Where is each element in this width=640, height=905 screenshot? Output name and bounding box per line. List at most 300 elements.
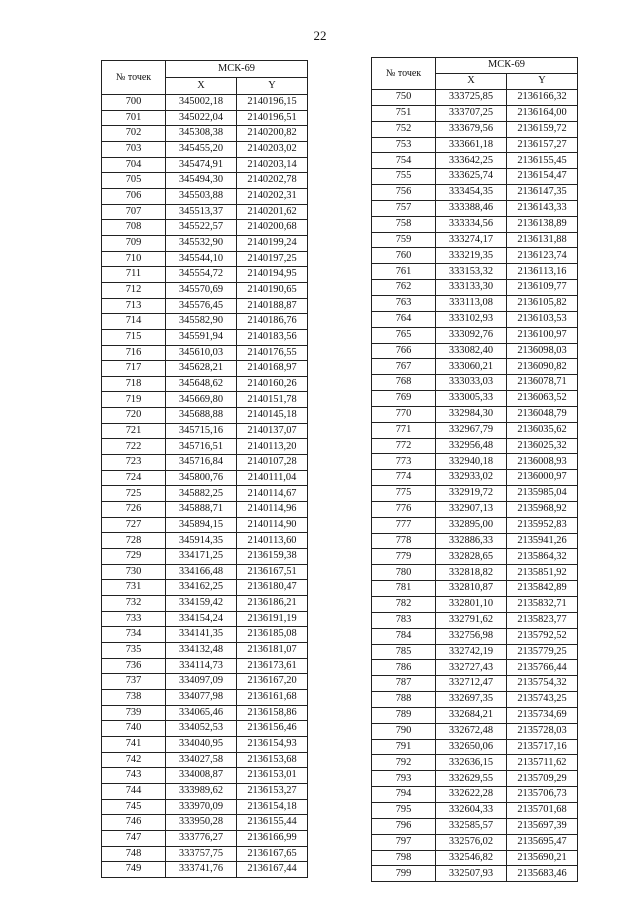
y-coordinate-cell: 2136113,16	[507, 264, 578, 280]
x-coordinate-cell: 332576,02	[436, 834, 507, 850]
point-number-cell: 747	[102, 830, 166, 846]
table-row	[372, 169, 578, 185]
x-coordinate-cell: 345914,35	[166, 533, 237, 549]
y-coordinate-cell: 2136100,97	[507, 327, 578, 343]
table-row	[372, 549, 578, 565]
point-number-cell: 724	[102, 470, 166, 486]
table-row	[372, 153, 578, 169]
y-coordinate-cell: 2140183,56	[237, 329, 308, 345]
point-number-cell: 766	[372, 343, 436, 359]
point-number-cell: 748	[102, 846, 166, 862]
x-coordinate-cell: 332967,79	[436, 422, 507, 438]
x-coordinate-cell: 345888,71	[166, 502, 237, 518]
point-number-cell: 737	[102, 674, 166, 690]
table-row	[372, 755, 578, 771]
x-coordinate-cell: 332712,47	[436, 676, 507, 692]
x-coordinate-cell: 332629,55	[436, 771, 507, 787]
point-number-cell: 721	[102, 423, 166, 439]
table-row	[372, 90, 578, 106]
x-column-header: X	[436, 74, 507, 90]
x-coordinate-cell: 345648,62	[166, 376, 237, 392]
table-row	[372, 866, 578, 882]
y-coordinate-cell: 2135695,47	[507, 834, 578, 850]
y-coordinate-cell: 2140113,60	[237, 533, 308, 549]
y-coordinate-cell: 2136185,08	[237, 627, 308, 643]
table-row	[372, 470, 578, 486]
table-row	[372, 264, 578, 280]
y-coordinate-cell: 2136035,62	[507, 422, 578, 438]
x-coordinate-cell: 333989,62	[166, 783, 237, 799]
y-coordinate-cell: 2140203,02	[237, 141, 308, 157]
x-coordinate-cell: 332984,30	[436, 406, 507, 422]
x-coordinate-cell: 333005,33	[436, 391, 507, 407]
y-column-header: Y	[237, 78, 308, 95]
x-coordinate-cell: 333334,56	[436, 216, 507, 232]
x-coordinate-cell: 332604,33	[436, 802, 507, 818]
point-number-cell: 715	[102, 329, 166, 345]
point-number-cell: 794	[372, 787, 436, 803]
x-coordinate-cell: 333092,76	[436, 327, 507, 343]
y-column-header: Y	[507, 74, 578, 90]
y-coordinate-cell: 2136167,44	[237, 862, 308, 878]
table-row	[102, 815, 308, 831]
x-coordinate-cell: 334008,87	[166, 768, 237, 784]
point-number-cell: 780	[372, 565, 436, 581]
x-coordinate-cell: 334171,25	[166, 549, 237, 565]
table-row	[102, 517, 308, 533]
point-number-cell: 796	[372, 818, 436, 834]
x-coordinate-cell: 333033,03	[436, 375, 507, 391]
table-row	[372, 501, 578, 517]
point-number-cell: 760	[372, 248, 436, 264]
table-row	[372, 676, 578, 692]
y-coordinate-cell: 2140196,51	[237, 110, 308, 126]
x-coordinate-cell: 333388,46	[436, 200, 507, 216]
page-number: 22	[313, 28, 327, 43]
point-number-cell: 774	[372, 470, 436, 486]
table-row	[102, 423, 308, 439]
table-row	[372, 248, 578, 264]
x-coordinate-cell: 334166,48	[166, 564, 237, 580]
x-coordinate-cell: 333757,75	[166, 846, 237, 862]
table-row	[102, 408, 308, 424]
x-coordinate-cell: 345894,15	[166, 517, 237, 533]
point-number-cell: 758	[372, 216, 436, 232]
point-number-cell: 703	[102, 141, 166, 157]
x-coordinate-cell: 332940,18	[436, 454, 507, 470]
point-number-cell: 798	[372, 850, 436, 866]
y-coordinate-cell: 2135709,29	[507, 771, 578, 787]
y-coordinate-cell: 2136161,68	[237, 689, 308, 705]
table-row	[372, 612, 578, 628]
table-row	[102, 502, 308, 518]
point-number-cell: 777	[372, 517, 436, 533]
y-coordinate-cell: 2135941,26	[507, 533, 578, 549]
point-number-cell: 773	[372, 454, 436, 470]
x-coordinate-cell: 345022,04	[166, 110, 237, 126]
point-number-cell: 795	[372, 802, 436, 818]
y-coordinate-cell: 2136154,93	[237, 736, 308, 752]
table-row	[102, 251, 308, 267]
table-row	[372, 644, 578, 660]
point-number-cell: 722	[102, 439, 166, 455]
table-row	[102, 549, 308, 565]
x-coordinate-cell: 333970,09	[166, 799, 237, 815]
point-number-cell: 709	[102, 235, 166, 251]
y-coordinate-cell: 2140145,18	[237, 408, 308, 424]
point-number-cell: 732	[102, 596, 166, 612]
x-coordinate-cell: 345628,21	[166, 361, 237, 377]
point-number-cell: 778	[372, 533, 436, 549]
x-coordinate-cell: 345474,91	[166, 157, 237, 173]
table-row	[102, 486, 308, 502]
table-row	[102, 752, 308, 768]
x-coordinate-cell: 332727,43	[436, 660, 507, 676]
x-coordinate-cell: 332828,65	[436, 549, 507, 565]
x-coordinate-cell: 332756,98	[436, 628, 507, 644]
x-coordinate-cell: 334052,53	[166, 721, 237, 737]
point-number-cell: 793	[372, 771, 436, 787]
table-row	[102, 705, 308, 721]
y-coordinate-cell: 2135968,92	[507, 501, 578, 517]
point-number-header: № точек	[372, 58, 436, 90]
x-coordinate-cell: 345716,84	[166, 455, 237, 471]
table-row	[102, 783, 308, 799]
table-row	[102, 721, 308, 737]
x-coordinate-cell: 345513,37	[166, 204, 237, 220]
table-row	[102, 298, 308, 314]
table-row	[102, 220, 308, 236]
y-coordinate-cell: 2136138,89	[507, 216, 578, 232]
point-number-cell: 745	[102, 799, 166, 815]
y-coordinate-cell: 2136153,68	[237, 752, 308, 768]
table-row	[372, 787, 578, 803]
table-row	[372, 295, 578, 311]
x-coordinate-cell: 345582,90	[166, 314, 237, 330]
y-coordinate-cell: 2136164,00	[507, 105, 578, 121]
x-coordinate-cell: 332818,82	[436, 565, 507, 581]
y-coordinate-cell: 2136173,61	[237, 658, 308, 674]
y-coordinate-cell: 2135842,89	[507, 581, 578, 597]
table-row	[102, 204, 308, 220]
x-coordinate-cell: 345570,69	[166, 282, 237, 298]
point-number-cell: 740	[102, 721, 166, 737]
point-number-cell: 702	[102, 126, 166, 142]
y-coordinate-cell: 2136090,82	[507, 359, 578, 375]
y-coordinate-cell: 2135766,44	[507, 660, 578, 676]
table-row	[372, 185, 578, 201]
point-number-cell: 764	[372, 311, 436, 327]
x-coordinate-cell: 333707,25	[436, 105, 507, 121]
point-number-cell: 776	[372, 501, 436, 517]
point-number-cell: 752	[372, 121, 436, 137]
table-row	[102, 282, 308, 298]
x-coordinate-cell: 333642,25	[436, 153, 507, 169]
table-row	[372, 137, 578, 153]
y-coordinate-cell: 2135754,32	[507, 676, 578, 692]
x-coordinate-cell: 345688,88	[166, 408, 237, 424]
table-row	[372, 200, 578, 216]
table-row	[372, 375, 578, 391]
point-number-cell: 735	[102, 642, 166, 658]
point-number-cell: 738	[102, 689, 166, 705]
x-coordinate-cell: 345554,72	[166, 267, 237, 283]
y-coordinate-cell: 2136008,93	[507, 454, 578, 470]
point-number-cell: 742	[102, 752, 166, 768]
point-number-cell: 723	[102, 455, 166, 471]
x-coordinate-cell: 334097,09	[166, 674, 237, 690]
y-coordinate-cell: 2136105,82	[507, 295, 578, 311]
point-number-cell: 744	[102, 783, 166, 799]
point-number-cell: 785	[372, 644, 436, 660]
point-number-cell: 757	[372, 200, 436, 216]
table-row	[102, 439, 308, 455]
table-row	[372, 565, 578, 581]
point-number-cell: 749	[102, 862, 166, 878]
y-coordinate-cell: 2135701,68	[507, 802, 578, 818]
table-row	[102, 627, 308, 643]
x-coordinate-cell: 345576,45	[166, 298, 237, 314]
point-number-cell: 761	[372, 264, 436, 280]
point-number-cell: 700	[102, 95, 166, 111]
x-coordinate-cell: 333661,18	[436, 137, 507, 153]
table-row	[372, 406, 578, 422]
x-coordinate-cell: 333679,56	[436, 121, 507, 137]
y-coordinate-cell: 2140114,67	[237, 486, 308, 502]
table-row	[372, 692, 578, 708]
table-row	[102, 235, 308, 251]
point-number-cell: 719	[102, 392, 166, 408]
point-number-cell: 750	[372, 90, 436, 106]
x-coordinate-cell: 333102,93	[436, 311, 507, 327]
y-coordinate-cell: 2140194,95	[237, 267, 308, 283]
table-row	[372, 707, 578, 723]
x-coordinate-cell: 345716,51	[166, 439, 237, 455]
table-row	[102, 126, 308, 142]
x-coordinate-cell: 333274,17	[436, 232, 507, 248]
coordinate-system-header: МСК-69	[166, 61, 308, 78]
table-row	[102, 361, 308, 377]
x-coordinate-cell: 333741,76	[166, 862, 237, 878]
table-row	[102, 611, 308, 627]
coordinates-table-right	[371, 57, 578, 882]
table-row	[372, 771, 578, 787]
y-coordinate-cell: 2136167,65	[237, 846, 308, 862]
table-body	[102, 95, 308, 878]
y-coordinate-cell: 2135697,39	[507, 818, 578, 834]
x-coordinate-cell: 332810,87	[436, 581, 507, 597]
y-coordinate-cell: 2140203,14	[237, 157, 308, 173]
y-coordinate-cell: 2136166,99	[237, 830, 308, 846]
y-coordinate-cell: 2136155,45	[507, 153, 578, 169]
y-coordinate-cell: 2140107,28	[237, 455, 308, 471]
x-coordinate-cell: 345002,18	[166, 95, 237, 111]
point-number-cell: 783	[372, 612, 436, 628]
table-row	[102, 799, 308, 815]
y-coordinate-cell: 2140196,15	[237, 95, 308, 111]
table-row	[102, 533, 308, 549]
x-coordinate-cell: 332684,21	[436, 707, 507, 723]
point-number-cell: 786	[372, 660, 436, 676]
point-number-cell: 775	[372, 486, 436, 502]
y-coordinate-cell: 2136167,20	[237, 674, 308, 690]
y-coordinate-cell: 2135985,04	[507, 486, 578, 502]
x-coordinate-cell: 332895,00	[436, 517, 507, 533]
point-number-cell: 717	[102, 361, 166, 377]
point-number-cell: 762	[372, 280, 436, 296]
point-number-cell: 720	[102, 408, 166, 424]
y-coordinate-cell: 2136000,97	[507, 470, 578, 486]
y-coordinate-cell: 2136048,79	[507, 406, 578, 422]
x-coordinate-cell: 333725,85	[436, 90, 507, 106]
y-coordinate-cell: 2140111,04	[237, 470, 308, 486]
table-row	[102, 345, 308, 361]
point-number-cell: 701	[102, 110, 166, 126]
x-coordinate-cell: 345669,80	[166, 392, 237, 408]
table-row	[372, 280, 578, 296]
table-row	[372, 533, 578, 549]
y-coordinate-cell: 2136153,27	[237, 783, 308, 799]
point-number-cell: 725	[102, 486, 166, 502]
table-row	[102, 110, 308, 126]
x-coordinate-cell: 333219,35	[436, 248, 507, 264]
table-row	[102, 455, 308, 471]
point-number-cell: 759	[372, 232, 436, 248]
y-coordinate-cell: 2135832,71	[507, 597, 578, 613]
y-coordinate-cell: 2140176,55	[237, 345, 308, 361]
y-coordinate-cell: 2136167,51	[237, 564, 308, 580]
table-row	[372, 818, 578, 834]
x-coordinate-cell: 345522,57	[166, 220, 237, 236]
x-coordinate-cell: 333082,40	[436, 343, 507, 359]
y-coordinate-cell: 2140114,96	[237, 502, 308, 518]
x-coordinate-cell: 345800,76	[166, 470, 237, 486]
point-number-cell: 768	[372, 375, 436, 391]
y-coordinate-cell: 2135864,32	[507, 549, 578, 565]
y-coordinate-cell: 2140199,24	[237, 235, 308, 251]
x-coordinate-cell: 333950,28	[166, 815, 237, 831]
x-coordinate-cell: 334077,98	[166, 689, 237, 705]
point-number-cell: 706	[102, 188, 166, 204]
x-coordinate-cell: 334132,48	[166, 642, 237, 658]
x-coordinate-cell: 334141,35	[166, 627, 237, 643]
x-coordinate-cell: 332919,72	[436, 486, 507, 502]
y-coordinate-cell: 2135683,46	[507, 866, 578, 882]
y-coordinate-cell: 2135952,83	[507, 517, 578, 533]
table-row	[102, 188, 308, 204]
table-row	[372, 517, 578, 533]
table-row	[102, 580, 308, 596]
y-coordinate-cell: 2135743,25	[507, 692, 578, 708]
x-coordinate-cell: 334114,73	[166, 658, 237, 674]
y-coordinate-cell: 2136025,32	[507, 438, 578, 454]
y-coordinate-cell: 2135690,21	[507, 850, 578, 866]
x-coordinate-cell: 332907,13	[436, 501, 507, 517]
x-coordinate-cell: 332507,93	[436, 866, 507, 882]
y-coordinate-cell: 2135728,03	[507, 723, 578, 739]
table-row	[372, 327, 578, 343]
x-coordinate-cell: 332956,48	[436, 438, 507, 454]
y-coordinate-cell: 2140151,78	[237, 392, 308, 408]
y-coordinate-cell: 2136157,27	[507, 137, 578, 153]
point-number-cell: 730	[102, 564, 166, 580]
table-row	[372, 486, 578, 502]
y-coordinate-cell: 2136181,07	[237, 642, 308, 658]
table-row	[102, 768, 308, 784]
table-row	[372, 454, 578, 470]
point-number-cell: 708	[102, 220, 166, 236]
table-row	[372, 359, 578, 375]
table-row	[372, 391, 578, 407]
coordinates-table-left	[101, 60, 308, 878]
y-coordinate-cell: 2140197,25	[237, 251, 308, 267]
point-number-cell: 756	[372, 185, 436, 201]
table-row	[372, 121, 578, 137]
table-row	[102, 314, 308, 330]
table-row	[372, 438, 578, 454]
point-number-cell: 736	[102, 658, 166, 674]
table-row	[102, 173, 308, 189]
x-coordinate-cell: 332791,62	[436, 612, 507, 628]
x-coordinate-cell: 333133,30	[436, 280, 507, 296]
y-coordinate-cell: 2136191,19	[237, 611, 308, 627]
point-number-cell: 770	[372, 406, 436, 422]
point-number-cell: 790	[372, 723, 436, 739]
y-coordinate-cell: 2136156,46	[237, 721, 308, 737]
point-number-cell: 705	[102, 173, 166, 189]
table-row	[102, 329, 308, 345]
y-coordinate-cell: 2135779,25	[507, 644, 578, 660]
y-coordinate-cell: 2140202,78	[237, 173, 308, 189]
table-row	[102, 830, 308, 846]
y-coordinate-cell: 2136078,71	[507, 375, 578, 391]
y-coordinate-cell: 2136098,03	[507, 343, 578, 359]
x-coordinate-cell: 345308,38	[166, 126, 237, 142]
y-coordinate-cell: 2140160,26	[237, 376, 308, 392]
table-row	[102, 862, 308, 878]
y-coordinate-cell: 2140200,82	[237, 126, 308, 142]
point-number-cell: 797	[372, 834, 436, 850]
y-coordinate-cell: 2136123,74	[507, 248, 578, 264]
y-coordinate-cell: 2135711,62	[507, 755, 578, 771]
table-row	[372, 739, 578, 755]
x-coordinate-cell: 333776,27	[166, 830, 237, 846]
y-coordinate-cell: 2136143,33	[507, 200, 578, 216]
x-coordinate-cell: 334162,25	[166, 580, 237, 596]
x-coordinate-cell: 333454,35	[436, 185, 507, 201]
table-row	[102, 376, 308, 392]
table-row	[372, 105, 578, 121]
point-number-cell: 741	[102, 736, 166, 752]
point-number-cell: 781	[372, 581, 436, 597]
table-row	[102, 141, 308, 157]
table-row	[372, 422, 578, 438]
x-coordinate-cell: 332801,10	[436, 597, 507, 613]
x-coordinate-cell: 332650,06	[436, 739, 507, 755]
table-row	[372, 232, 578, 248]
table-row	[102, 267, 308, 283]
x-column-header: X	[166, 78, 237, 95]
x-coordinate-cell: 345715,16	[166, 423, 237, 439]
y-coordinate-cell: 2140186,76	[237, 314, 308, 330]
y-coordinate-cell: 2135734,69	[507, 707, 578, 723]
x-coordinate-cell: 333153,32	[436, 264, 507, 280]
y-coordinate-cell: 2136147,35	[507, 185, 578, 201]
x-coordinate-cell: 332636,15	[436, 755, 507, 771]
point-number-cell: 753	[372, 137, 436, 153]
table-row	[372, 311, 578, 327]
table-row	[372, 850, 578, 866]
